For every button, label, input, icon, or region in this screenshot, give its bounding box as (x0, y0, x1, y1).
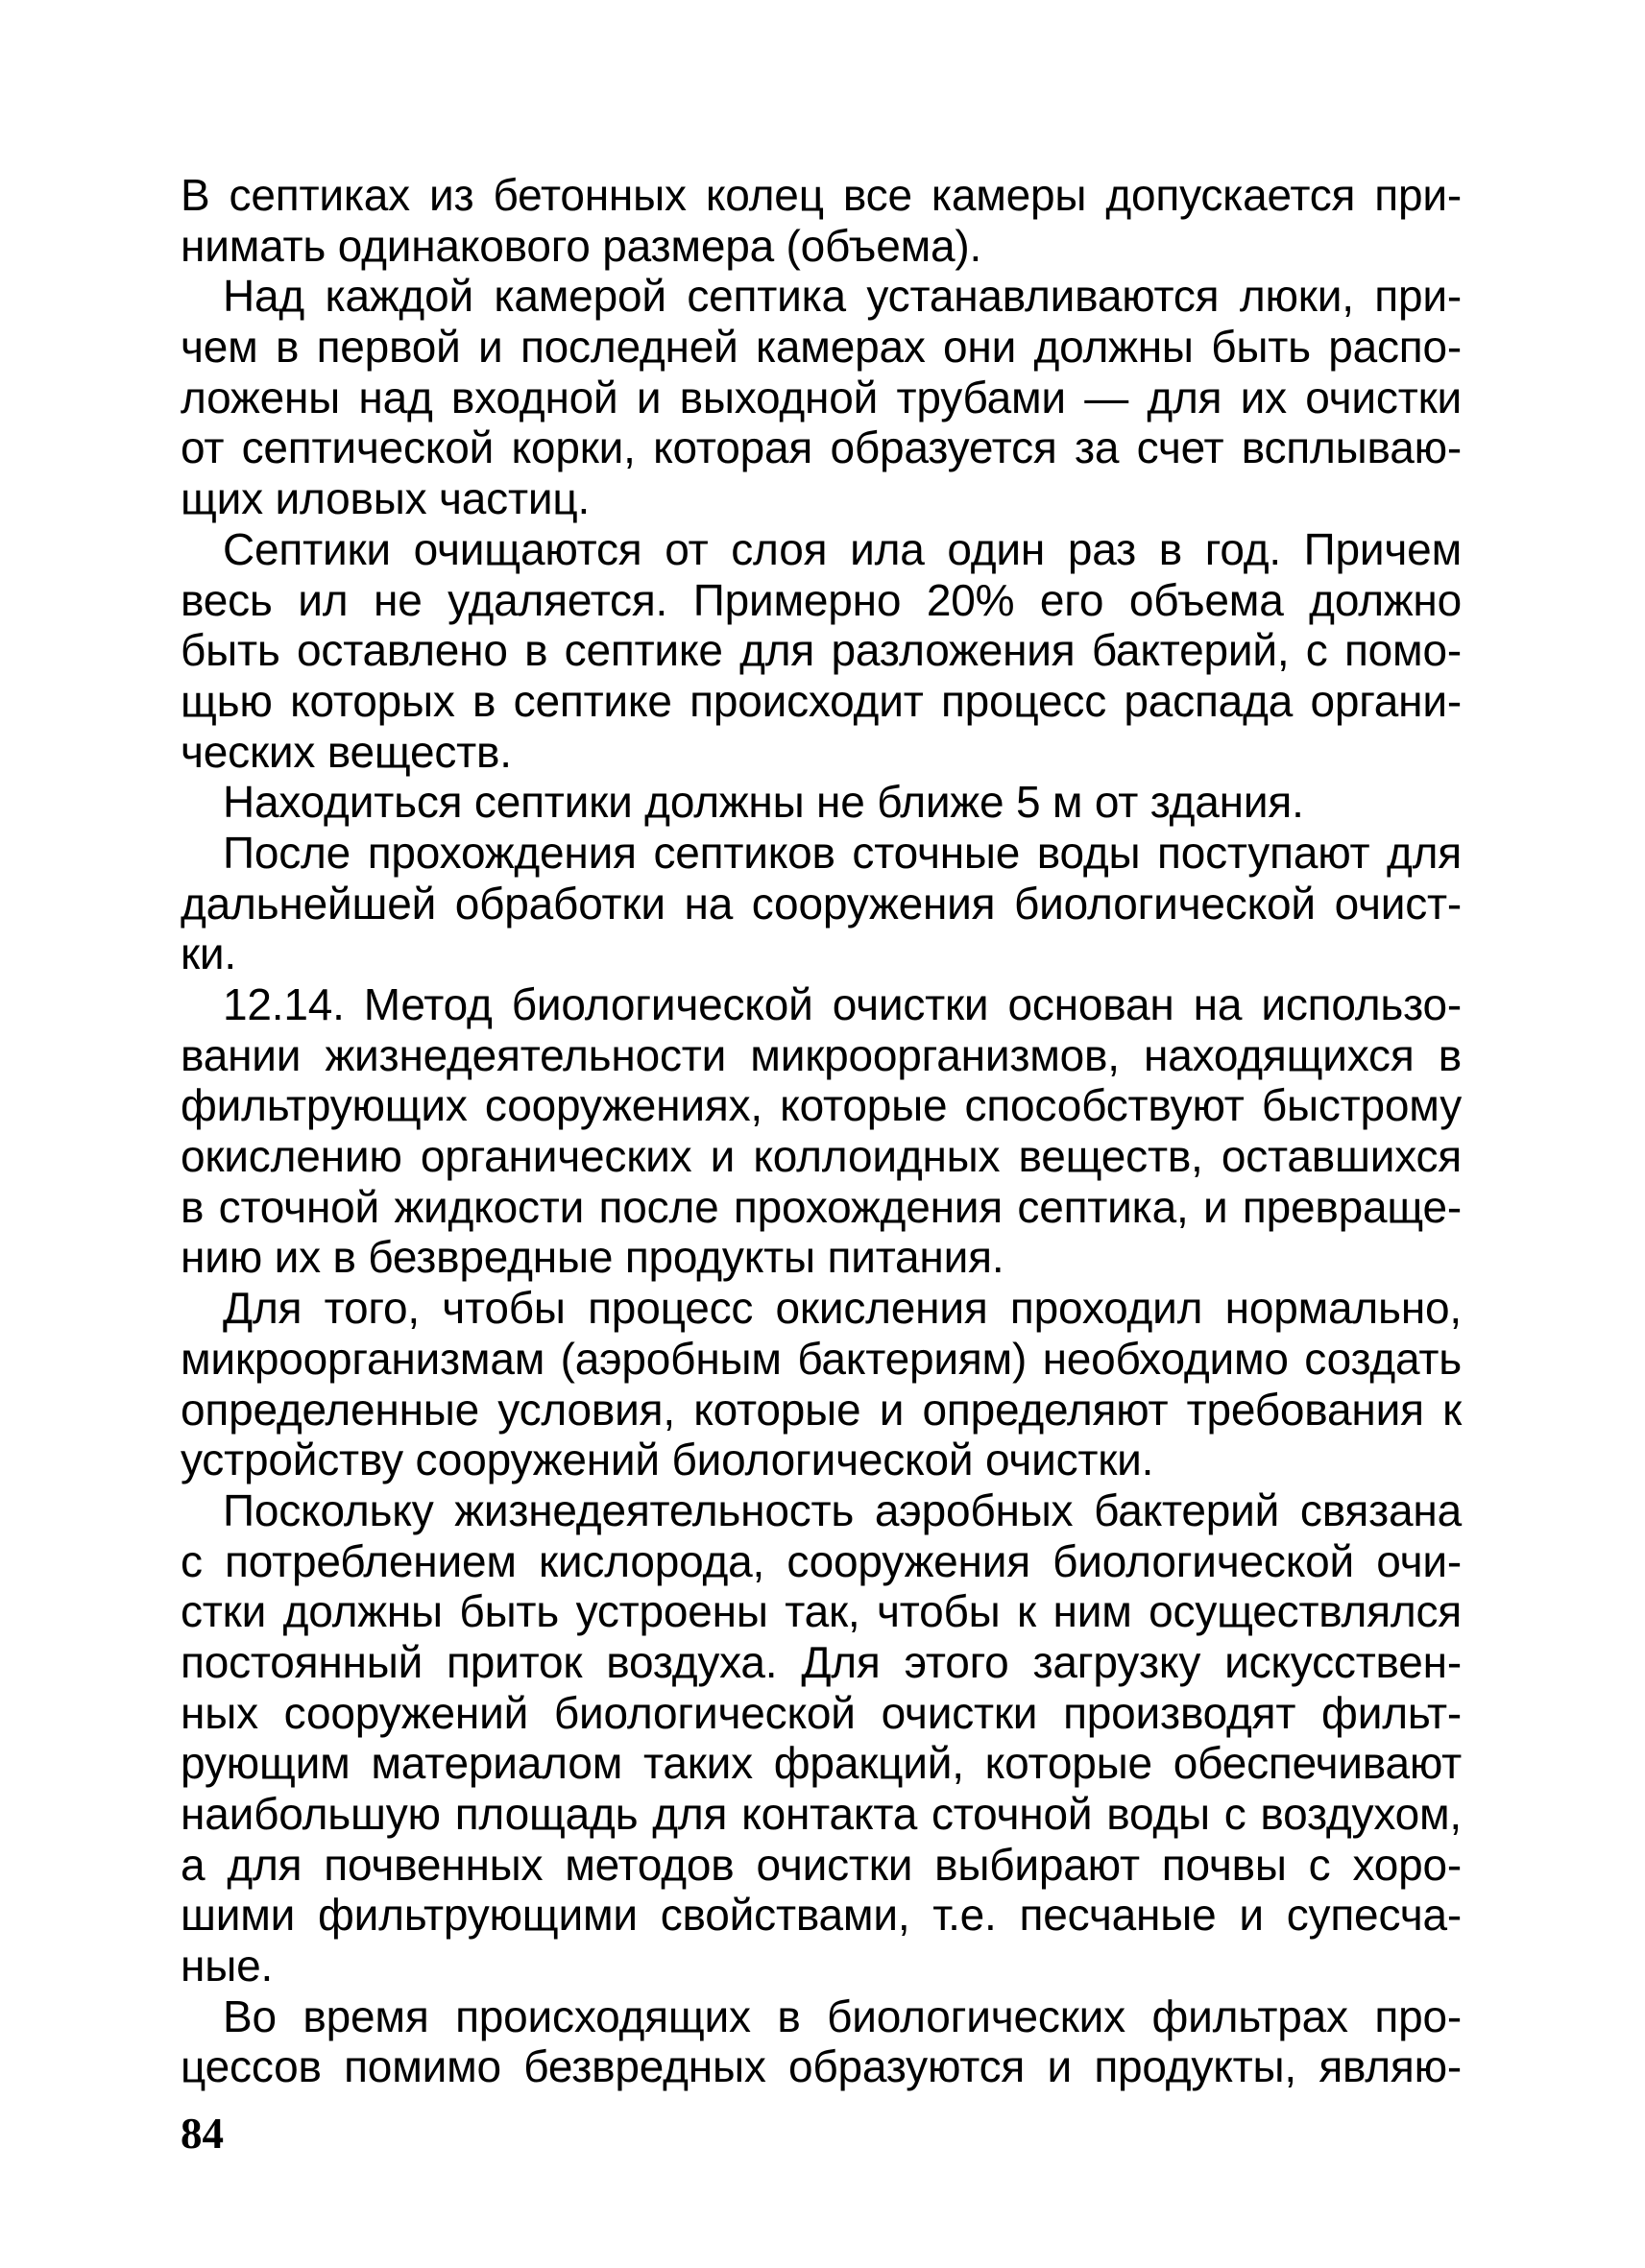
text-line: фильтрующих сооружениях, которые способствуют быстрому (181, 1080, 1462, 1131)
text-line: Поскольку жизнедеятельность аэробных бактерий связана (223, 1484, 1462, 1535)
text-line: ки. (181, 929, 237, 979)
text-line: устройству сооружений биологической очистки. (181, 1435, 1154, 1485)
text-line: окислению органических и коллоидных веществ, оставшихся (181, 1131, 1462, 1182)
text-line: чем в первой и последней камерах они должны быть распо- (181, 322, 1462, 373)
text-line: 12.14. Метод биологической очистки основан на использо- (223, 979, 1462, 1029)
text-line: Септики очищаются от слоя ила один раз в год. Причем (223, 523, 1462, 574)
paragraph (181, 524, 1462, 777)
text-line: весь ил не удаляется. Примерно 20% его объема должно (181, 574, 1462, 625)
text-line: шими фильтрующими свойствами, т.е. песчаные и супесча- (181, 1890, 1462, 1941)
paragraph (181, 1485, 1462, 1991)
text-line: наибольшую площадь для контакта сточной воды с воздухом, (181, 1789, 1462, 1839)
paragraph (181, 979, 1462, 1283)
paragraph (181, 170, 1462, 271)
text-line: В септиках из бетонных колец все камеры допускается при- (181, 170, 1462, 220)
text-line: После прохождения септиков сточные воды поступают для (223, 827, 1462, 878)
text-line: рующим материалом таких фракций, которые обеспечивают (181, 1738, 1462, 1789)
text-line: нию их в безвредные продукты питания. (181, 1232, 1004, 1283)
paragraph (181, 777, 1462, 828)
text-line: ложены над входной и выходной трубами — для их очистки (181, 372, 1462, 422)
text-line: от септической корки, которая образуется за счет всплываю- (181, 422, 1462, 473)
text-line: Находиться септики должны не ближе 5 м от здания. (223, 777, 1304, 828)
text-line: ческих веществ. (181, 726, 512, 777)
text-line: щих иловых частиц. (181, 473, 591, 524)
paragraph (181, 1283, 1462, 1485)
text-line: вании жизнедеятельности микроорганизмов, находящихся в (181, 1029, 1462, 1080)
text-line: быть оставлено в септике для разложения бактерий, с помо- (181, 625, 1462, 676)
text-line: с потреблением кислорода, сооружения биологической очи- (181, 1535, 1462, 1586)
text-line: нимать одинакового размера (объема). (181, 220, 982, 271)
text-line: Во время происходящих в биологических фильтрах про- (223, 1991, 1462, 2041)
text-line: в сточной жидкости после прохождения септика, и превраще- (181, 1181, 1462, 1232)
text-line: цессов помимо безвредных образуются и продукты, являю- (181, 2041, 1462, 2092)
text-line: щью которых в септике происходит процесс распада органи- (181, 675, 1462, 726)
text-line: Для того, чтобы процесс окисления проходил нормально, (223, 1283, 1462, 1334)
page-number: 84 (181, 2110, 224, 2158)
paragraph (181, 271, 1462, 523)
text-line: дальнейшей обработки на сооружения биологической очист- (181, 878, 1462, 929)
text-block (181, 170, 1462, 2092)
text-line: Над каждой камерой септика устанавливаются люки, при- (223, 271, 1462, 322)
text-line: определенные условия, которые и определяют требования к (181, 1384, 1462, 1435)
text-line: ных сооружений биологической очистки производят фильт- (181, 1687, 1462, 1738)
text-line: а для почвенных методов очистки выбирают почвы с хоро- (181, 1839, 1462, 1890)
text-line: микроорганизмам (аэробным бактериям) необходимо создать (181, 1333, 1462, 1384)
text-line: стки должны быть устроены так, чтобы к ним осуществлялся (181, 1586, 1462, 1637)
paragraph (181, 828, 1462, 979)
paragraph (181, 1991, 1462, 2092)
text-line: постоянный приток воздуха. Для этого загрузку искусствен- (181, 1636, 1462, 1687)
text-line: ные. (181, 1941, 274, 1991)
